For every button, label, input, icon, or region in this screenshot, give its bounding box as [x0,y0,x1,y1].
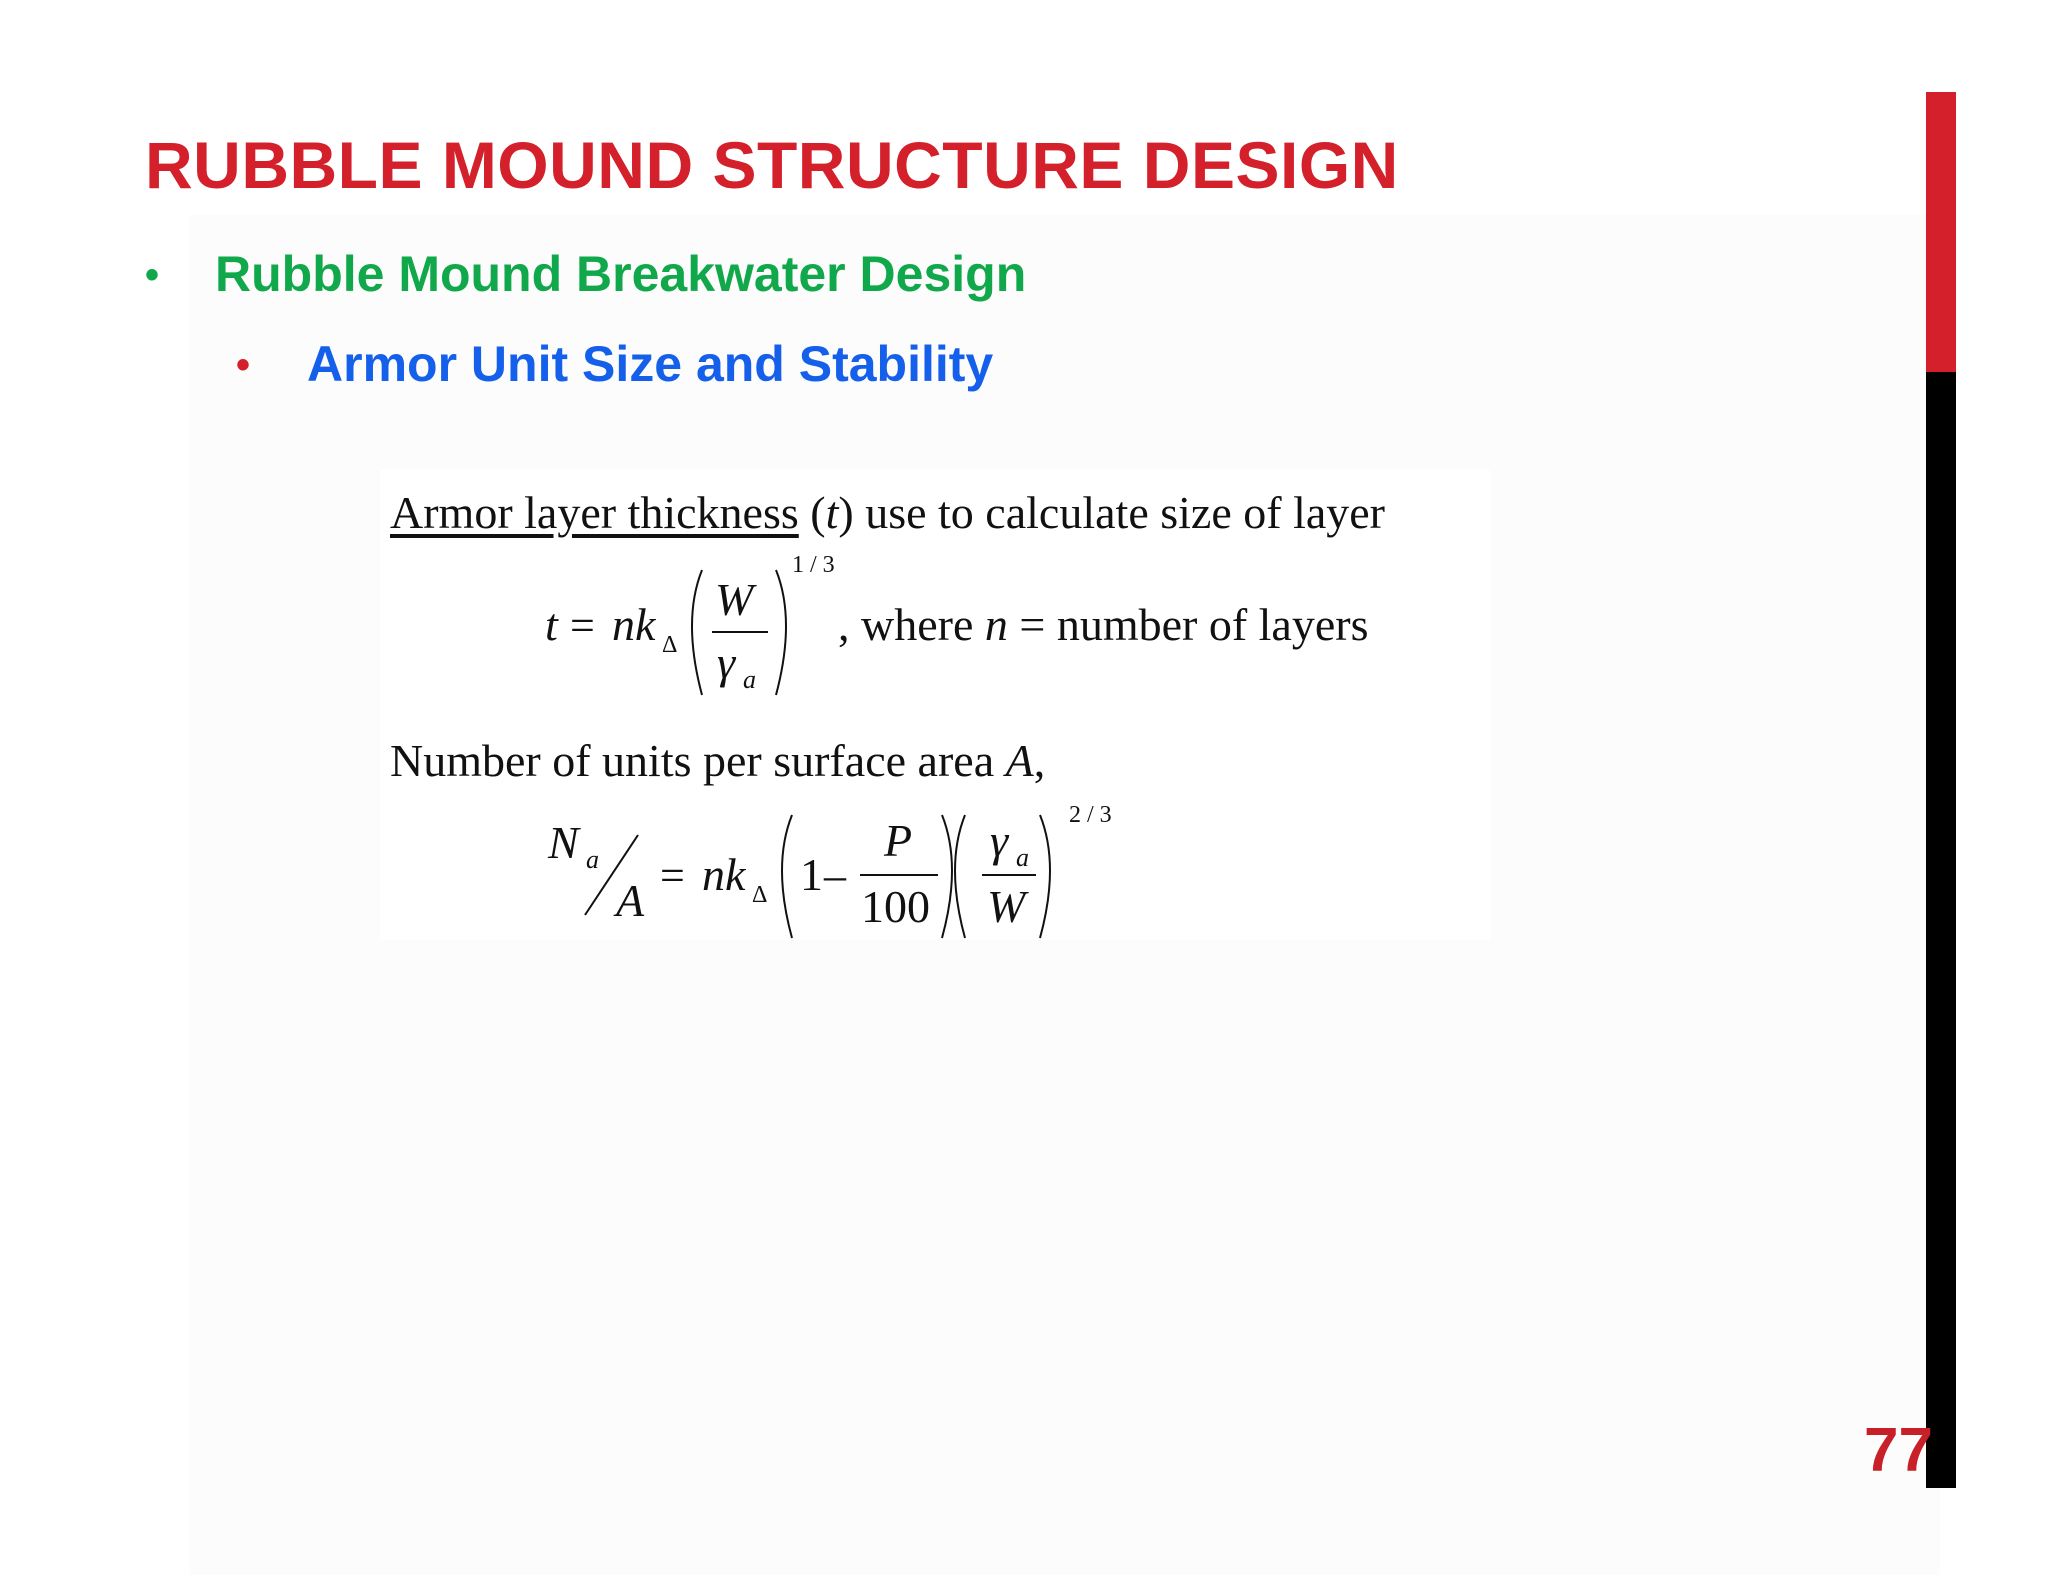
eq1-delta: Δ [662,632,678,658]
eq2-P: P [884,815,913,866]
accent-bar-black [1926,372,1956,1488]
eq2-paren2-right [1040,815,1050,938]
eq2-minus: – [824,851,846,900]
armor-thickness-underlined: Armor layer thickness [390,487,799,538]
eq2-paren1-left [782,815,792,938]
bullet-dot: • [145,253,160,297]
heading-rest: ) use to calculate size of layer [838,487,1385,538]
formula-image [380,470,1490,940]
heading-var-t: t [825,487,839,538]
eq2-paren1-right [942,815,952,938]
eq2-exponent: 2 / 3 [1069,802,1112,828]
eq2-N: N [548,817,579,868]
eq1-exponent: 1 / 3 [792,552,835,578]
eq1-gamma-sub: a [743,665,756,694]
eq1-where-suffix: = number of layers [1007,599,1369,650]
eq1-nk: nk [612,599,656,650]
eq2-one: 1 [800,849,823,900]
heading-paren-open: ( [798,487,826,538]
bullet-level-2-text: Armor Unit Size and Stability [307,336,994,392]
eq1-where-prefix: , where [838,599,985,650]
eq2-hundred: 100 [861,881,930,932]
line3-var: A [1005,735,1034,786]
page-number: 77 [1864,1416,1933,1485]
eq2-W: W [987,881,1026,932]
eq1-where-var: n [984,599,1008,650]
eq2-paren2-left [955,815,965,938]
eq1-gamma: γ [717,637,736,688]
eq1-t: t [545,599,558,650]
slide-title: RUBBLE MOUND STRUCTURE DESIGN [145,128,1399,202]
eq2-equals: = [660,851,685,900]
line3-suffix: , [1033,735,1046,786]
eq2-gamma: γ [990,815,1009,866]
units-equation [380,470,1490,940]
bullet-level-1-text: Rubble Mound Breakwater Design [215,246,1027,302]
bullet-dot: • [236,343,251,387]
accent-bar-red [1926,92,1956,372]
eq1-numerator: W [715,574,754,625]
eq2-N-sub: a [586,845,599,874]
eq2-nk: nk [702,849,746,900]
eq2-A: A [616,875,645,926]
eq2-delta: Δ [752,882,768,908]
eq1-equals: = [570,601,595,650]
line3-prefix: Number of units per surface area [390,735,1006,786]
eq2-gamma-sub: a [1016,843,1029,872]
